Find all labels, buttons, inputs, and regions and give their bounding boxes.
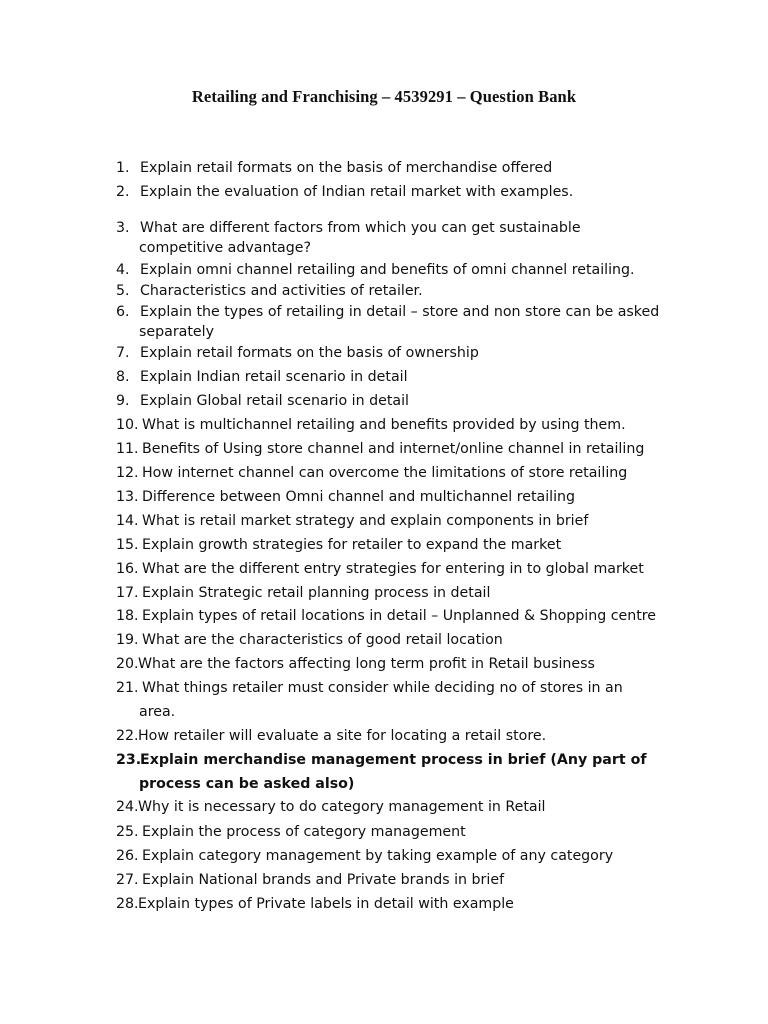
question-text: Explain category management by taking example of any category: [142, 848, 614, 864]
question-number: 22.: [116, 728, 139, 744]
question-text: What are the factors affecting long term profit in Retail business: [138, 656, 595, 672]
question-text: What things retailer must consider while deciding no of stores in an: [142, 680, 623, 696]
question-item: [116, 391, 696, 411]
question-item: [116, 846, 696, 866]
question-item: [116, 870, 696, 890]
question-number: 6.: [116, 304, 130, 320]
question-item: [116, 415, 696, 435]
question-text: Explain types of retail locations in detail – Unplanned & Shopping centre: [142, 608, 657, 624]
question-item: [116, 894, 696, 914]
question-item: [116, 487, 696, 507]
question-number: 14.: [116, 513, 139, 529]
question-item: [116, 463, 696, 483]
question-text: What are the different entry strategies for entering in to global market: [142, 561, 644, 577]
question-item: [116, 559, 696, 579]
question-text: Explain retail formats on the basis of merchandise offered: [140, 160, 553, 176]
question-text-continued: area.: [139, 704, 176, 720]
question-item: [116, 606, 696, 626]
question-number: 3.: [116, 220, 130, 236]
question-text: Difference between Omni channel and multichannel retailing: [142, 489, 576, 505]
question-number: 12.: [116, 465, 139, 481]
question-number: 5.: [116, 283, 130, 299]
question-number: 11.: [116, 441, 139, 457]
question-item: [116, 281, 696, 301]
question-number: 10.: [116, 417, 139, 433]
question-text: Explain Strategic retail planning process in detail: [142, 585, 491, 601]
question-number: 27.: [116, 872, 139, 888]
question-number: 7.: [116, 345, 130, 361]
question-item: [116, 583, 696, 603]
question-number: 13.: [116, 489, 139, 505]
question-text: Why it is necessary to do category management in Retail: [138, 799, 546, 815]
question-item: [116, 218, 696, 258]
question-text: What are different factors from which you can get sustainable: [140, 220, 581, 236]
question-number: 25.: [116, 824, 139, 840]
question-item: [116, 511, 696, 531]
question-number: 24.: [116, 799, 139, 815]
question-text: What is multichannel retailing and benefits provided by using them.: [142, 417, 626, 433]
question-item: [116, 535, 696, 555]
question-item: [116, 654, 696, 674]
question-item: [116, 302, 696, 342]
question-text: Explain the process of category management: [142, 824, 466, 840]
document-title: Retailing and Franchising – 4539291 – Question Bank: [191, 87, 577, 106]
question-text: Explain Indian retail scenario in detail: [140, 369, 408, 385]
question-text: Explain merchandise management process in brief (Any part of: [140, 752, 647, 768]
question-item: [116, 260, 696, 280]
question-text: Explain the types of retailing in detail – store and non store can be asked: [140, 304, 660, 320]
question-number: 1.: [116, 160, 130, 176]
question-text: Explain National brands and Private brands in brief: [142, 872, 505, 888]
question-text: Characteristics and activities of retailer.: [140, 283, 423, 299]
question-item: [116, 822, 696, 842]
question-text: Explain Global retail scenario in detail: [140, 393, 410, 409]
question-text-continued: process can be asked also): [139, 776, 355, 792]
question-number: 21.: [116, 680, 139, 696]
question-item: [116, 750, 696, 794]
question-number: 28.: [116, 896, 139, 912]
question-text-continued: competitive advantage?: [139, 240, 311, 256]
question-item: [116, 158, 696, 178]
question-text: Explain types of Private labels in detail with example: [138, 896, 514, 912]
question-number: 15.: [116, 537, 139, 553]
question-number: 20.: [116, 656, 139, 672]
question-text: Explain growth strategies for retailer to expand the market: [142, 537, 562, 553]
question-item: [116, 726, 696, 746]
question-item: [116, 678, 696, 722]
question-text-continued: separately: [139, 324, 214, 340]
question-item: [116, 439, 696, 459]
question-number: 17.: [116, 585, 139, 601]
question-text: What is retail market strategy and explain components in brief: [142, 513, 589, 529]
question-number: 2.: [116, 184, 130, 200]
question-item: [116, 343, 696, 363]
question-number: 26.: [116, 848, 139, 864]
question-item: [116, 797, 696, 817]
question-number: 9.: [116, 393, 130, 409]
question-item: [116, 367, 696, 387]
question-text: How retailer will evaluate a site for locating a retail store.: [138, 728, 547, 744]
question-item: [116, 630, 696, 650]
question-number: 16.: [116, 561, 139, 577]
question-text: Benefits of Using store channel and internet/online channel in retailing: [142, 441, 645, 457]
question-text: What are the characteristics of good retail location: [142, 632, 503, 648]
question-number: 8.: [116, 369, 130, 385]
question-number: 4.: [116, 262, 130, 278]
question-text: Explain omni channel retailing and benefits of omni channel retailing.: [140, 262, 635, 278]
question-text: Explain retail formats on the basis of ownership: [140, 345, 479, 361]
question-item: [116, 182, 696, 202]
question-number: 23.: [116, 752, 142, 768]
question-number: 18.: [116, 608, 139, 624]
question-text: How internet channel can overcome the limitations of store retailing: [142, 465, 628, 481]
question-number: 19.: [116, 632, 139, 648]
question-text: Explain the evaluation of Indian retail market with examples.: [140, 184, 574, 200]
